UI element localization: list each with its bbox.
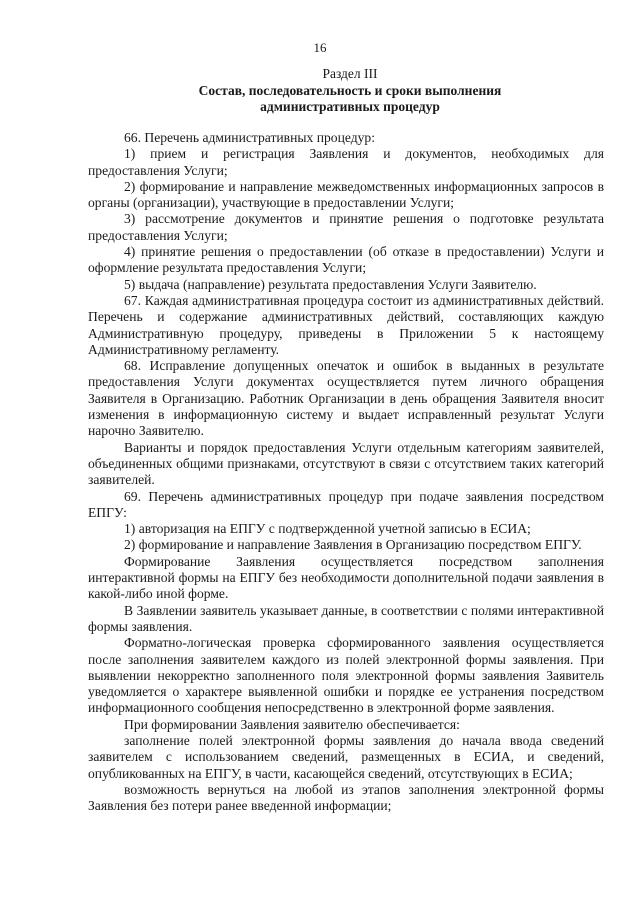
paragraph: Формирование Заявления осуществляется посредством заполнения интерактивной формы на ЕПГУ без необходимости дополнительной подачи заявления в какой-либо иной форме. (88, 553, 604, 602)
paragraph: 2) формирование и направление Заявления в Организацию посредством ЕПГУ. (124, 537, 582, 553)
paragraph: 3) рассмотрение документов и принятие решения о подготовке результата предоставления Услуги; (88, 211, 604, 243)
section-subtitle-line-1: Состав, последовательность и сроки выполнения (198, 82, 502, 98)
section-subtitle-line-2: административных процедур (260, 99, 440, 114)
paragraph: 4) принятие решения о предоставлении (об отказе в предоставлении) Услуги и оформление результата предоставления Услуги; (88, 244, 604, 276)
paragraph: возможность вернуться на любой из этапов заполнения электронной формы Заявления без потери ранее введенной информации; (88, 781, 604, 814)
paragraph: При формировании Заявления заявителю обеспечивается: (124, 716, 460, 732)
paragraph: 1) авторизация на ЕПГУ с подтвержденной учетной записью в ЕСИА; (124, 521, 531, 537)
section-title: Раздел III (322, 66, 378, 81)
paragraph: 5) выдача (направление) результата предоставления Услуги Заявителю. (124, 276, 537, 292)
paragraph: Варианты и порядок предоставления Услуги отдельным категориям заявителей, объединенных общими признаками, отсутствуют в связи с отсутствием таких категорий заявителей. (88, 439, 604, 488)
paragraph: Форматно-логическая проверка сформированного заявления осуществляется после заполнения заявителем каждого из полей электронной формы заявления. При выявлении некорректно заполненного поля электронной формы заявления Заявитель уведомляется о характере выявленной ошибки и порядке ее устранения посредством информационного сообщения непосредственно в электронной форме заявления. (88, 635, 604, 716)
paragraph: заполнение полей электронной формы заявления до начала ввода сведений заявителем с использованием сведений, размещенных в ЕСИА, и сведений, опубликованных на ЕПГУ, в части, касающейся сведений, отсутствующих в ЕСИА; (88, 732, 604, 781)
paragraph: В Заявлении заявитель указывает данные, в соответствии с полями интерактивной формы заявления. (88, 602, 604, 634)
paragraph: 1) прием и регистрация Заявления и документов, необходимых для предоставления Услуги; (88, 146, 604, 178)
paragraph: 2) формирование и направление межведомственных информационных запросов в органы (организации), участвующие в предоставлении Услуги; (88, 178, 604, 211)
paragraph: 68. Исправление допущенных опечаток и ошибок в выданных в результате предоставления Услуги документах осуществляется путем личного обращения Заявителя в Организацию. Работник Организации в день обращения Заявителя вносит изменения в информационную систему и выдает исправленный результат Услуги нарочно Заявителю. (88, 358, 604, 439)
section-header (96, 66, 604, 116)
paragraph: 67. Каждая административная процедура состоит из административных действий. Перечень и содержание административных действий, составляющих каждую Административную процедуру, приведены в Приложении 5 к настоящему Административному регламенту. (88, 292, 604, 357)
document-body (88, 130, 604, 814)
paragraph: 69. Перечень административных процедур при подаче заявления посредством ЕПГУ: (88, 488, 604, 520)
paragraph: 66. Перечень административных процедур: (124, 130, 375, 145)
page-number: 16 (313, 40, 327, 55)
